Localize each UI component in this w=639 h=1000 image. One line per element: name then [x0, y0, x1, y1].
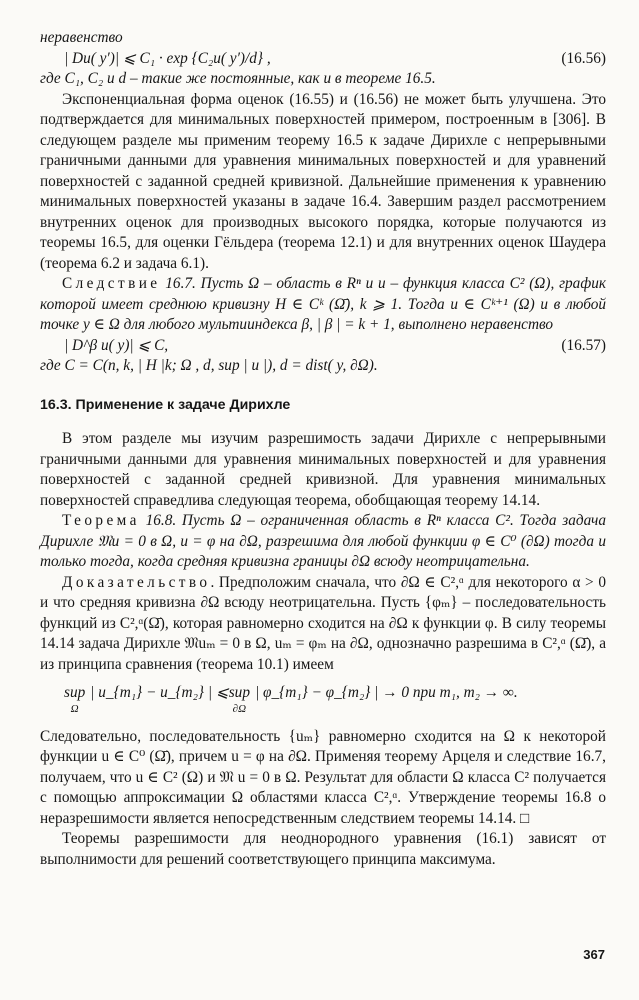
proof-text: . Предположим сначала, что ∂Ω ∈ C²,ᵅ для некоторого α > 0 и что средняя кривизна ∂Ω всюду неотрицательна. Пусть {φₘ} – последовательность функций из C²,ᵅ(Ω̄), которая равномерно сходится на ∂Ω к функции φ. В силу теоремы 14.14 задача Дирихле 𝔐uₘ = 0 в Ω, uₘ = φₘ на ∂Ω, однозначно разрешима в C²,ᵅ (Ω̄), а из принципа сравнения (теорема 10.1) имеем: [40, 573, 606, 673]
proof: [40, 573, 606, 676]
equation-number: (16.56): [561, 49, 606, 67]
proof-label: Доказательство: [62, 573, 211, 591]
text-line: где C₁, C₂ и d – такие же постоянные, как и в теореме 16.5.: [40, 70, 436, 87]
sup-inequality: [40, 683, 606, 715]
corollary-label: Следствие: [62, 275, 161, 292]
section-heading: 16.3. Применение к задаче Дирихле: [40, 396, 291, 413]
equation-body: | Du( y′)| ⩽ C₁ · exp {C₂u( y′)/d} ,: [64, 49, 271, 67]
paragraph: Экспоненциальная форма оценок (16.55) и (16.56) не может быть улучшена. Это подтверждается для минимальных поверхностей примером, построенным в [306]. В следующем разделе мы применим теорему 16.5 к задаче Дирихле с непрерывными граничными данными для уравнения минимальных поверхностей и для уравнений поверхностей с заданной средней кривизной. Дальнейшие применения к уравнению минимальных поверхностей указаны в задаче 16.4. Завершим раздел рассмотрением внутренних оценок для производных высокого порядка, которые получаются из теоремы 16.5, для оценки Гёльдера (теорема 12.1) и для внутренних оценок Шаудера (теорема 6.2 и задача 6.1).: [40, 90, 606, 272]
equation-16-57: [40, 336, 606, 357]
sup-expression: | u_{m₁} − u_{m₂} | ⩽: [90, 684, 229, 701]
equation-16-56: [40, 49, 606, 70]
corollary-text: 16.7. Пусть Ω – область в Rⁿ и u – функция класса C² (Ω), график которой имеет среднюю кривизну H ∈ Cᵏ (Ω̄), k ⩾ 1. Тогда u ∈ Cᵏ⁺¹ (Ω) и в любой точке y ∈ Ω для любого мультииндекса β, | β | = k + 1, выполнено неравенство: [40, 275, 606, 333]
sup-word: sup: [228, 684, 250, 701]
text-line: где C = C(n, k, | H |k; Ω , d, sup | u |), d = dist( y, ∂Ω).: [40, 357, 378, 374]
sup-word: sup: [64, 684, 86, 701]
equation-body: | D^β u( y)| ⩽ C,: [64, 336, 169, 354]
paragraph: Теоремы разрешимости для неоднородного уравнения (16.1) зависят от выполнимости для решений соответствующего принципа максимума.: [40, 830, 606, 868]
sup-domain: ∂Ω: [232, 702, 247, 715]
corollary-16-7: [40, 274, 606, 336]
page: [40, 28, 606, 870]
page-number: 367: [583, 947, 605, 962]
paragraph: Следовательно, последовательность {uₘ} равномерно сходится на Ω к некоторой функции u ∈ C⁰ (Ω̄), причем u = φ на ∂Ω. Применяя теорему Арцеля и следствие 16.7, получаем, что u ∈ C² (Ω) и 𝔐 u = 0 в Ω. Результат для области Ω класса C² получается с помощью аппроксимации Ω областями класса C²,ᵅ. Утверждение теоремы 16.8 о неразрешимости является непосредственным следствием теоремы 14.14. □: [40, 727, 606, 827]
sup-domain: Ω: [70, 702, 79, 715]
text-line: неравенство: [40, 29, 123, 46]
theorem-label: Теорема: [62, 512, 140, 529]
theorem-text: 16.8. Пусть Ω – ограниченная область в Rⁿ класса C². Тогда задача Дирихле 𝔐u = 0 в Ω, u = φ на ∂Ω, разрешима для любой функции φ ∈ C⁰ (∂Ω) тогда и только тогда, когда средняя кривизна границы ∂Ω всюду неотрицательна.: [40, 512, 606, 570]
sup-operator: [229, 683, 250, 715]
paragraph: В этом разделе мы изучим разрешимость задачи Дирихле с непрерывными граничными данными для уравнения минимальных поверхностей и для уравнения поверхностей с заданной средней кривизной. Для уравнения минимальных поверхностей справедлива следующая теорема, обобщающая теорему 14.14.: [40, 430, 606, 509]
sup-operator: [64, 683, 85, 715]
theorem-16-8: [40, 511, 606, 573]
equation-number: (16.57): [561, 336, 606, 354]
sup-expression: | φ_{m₁} − φ_{m₂} | → 0 при m₁, m₂ → ∞.: [254, 684, 518, 701]
